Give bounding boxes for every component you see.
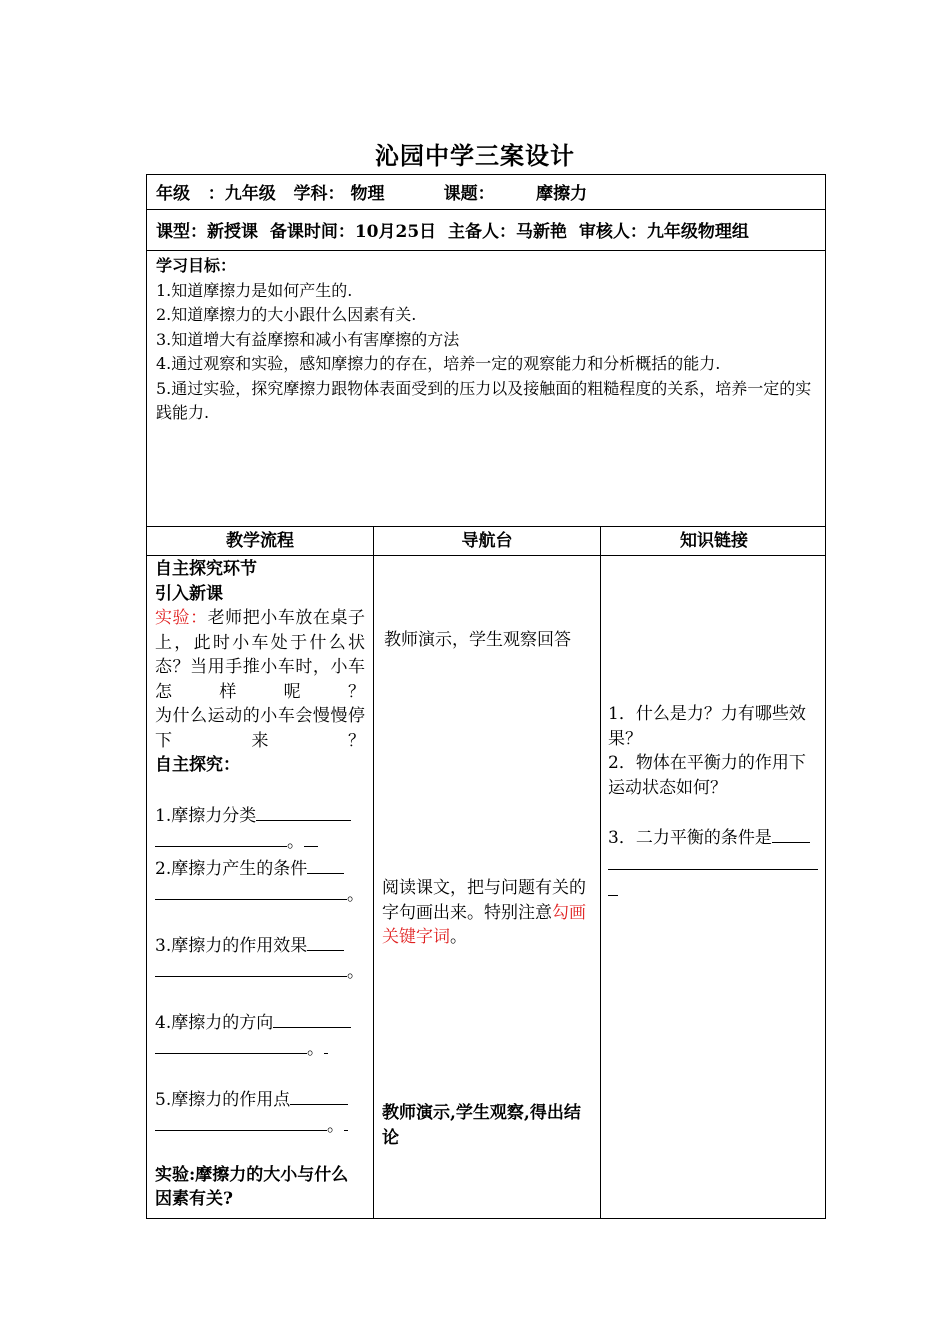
link-item-1: 1．什么是力？力有哪些效果？ bbox=[608, 704, 806, 749]
topic-label: 课题： bbox=[443, 184, 495, 204]
subject-label: 学科： bbox=[293, 184, 345, 204]
link-item-3-blank bbox=[608, 851, 820, 878]
question-5 bbox=[155, 1086, 365, 1113]
row-divider bbox=[147, 555, 825, 556]
link-item-3: 3．二力平衡的条件是 bbox=[608, 824, 820, 851]
nav-note-1: 教师演示，学生观察回答 bbox=[384, 630, 571, 650]
question-2 bbox=[155, 855, 365, 882]
question-1-blank: 。 bbox=[155, 828, 365, 855]
nav-note-3: 教师演示,学生观察,得出结论 bbox=[382, 1103, 581, 1148]
goal-item: 4.通过观察和实验，感知摩擦力的存在，培养一定的观察能力和分析概括的能力. bbox=[156, 354, 721, 373]
experiment-label: 实验： bbox=[155, 608, 208, 628]
experiment-1 bbox=[155, 606, 365, 704]
question-5-label: 5.摩擦力的作用点 bbox=[155, 1089, 291, 1110]
header-row-1 bbox=[156, 179, 587, 204]
question-3 bbox=[155, 932, 365, 959]
grade-label: 年级 bbox=[156, 184, 190, 204]
col-header-nav: 导航台 bbox=[461, 531, 513, 551]
flow-column bbox=[155, 557, 365, 1212]
col-header-links: 知识链接 bbox=[680, 531, 748, 551]
row-divider bbox=[147, 526, 825, 527]
link-item-3-blank-tail bbox=[608, 877, 820, 904]
row-divider bbox=[147, 250, 825, 251]
subject-value: 物理 bbox=[350, 184, 385, 204]
question-3-blank: 。 bbox=[155, 958, 365, 985]
goal-item: 2.知道摩擦力的大小跟什么因素有关. bbox=[156, 305, 417, 324]
question-4 bbox=[155, 1009, 365, 1036]
goal-item: 5.通过实验，探究摩擦力跟物体表面受到的压力以及接触面的粗糙程度的关系，培养一定的实践能力. bbox=[156, 378, 812, 422]
goal-item: 3.知道增大有益摩擦和减小有害摩擦的方法 bbox=[156, 329, 460, 349]
goals-heading: 学习目标： bbox=[156, 256, 237, 275]
question-1-label: 1.摩擦力分类 bbox=[155, 805, 257, 826]
highlight-keywords: 勾画关键字词 bbox=[382, 902, 586, 947]
grade-value: ：九年级 bbox=[207, 184, 276, 204]
header-row-2: 课型：新授课 备课时间：10月25日 主备人：马新艳 审核人：九年级物理组 bbox=[156, 222, 749, 242]
section-title: 自主探究环节 bbox=[155, 559, 257, 579]
lesson-table bbox=[146, 174, 826, 1219]
question-text: 为什么运动的小车会慢慢停下来？ bbox=[155, 706, 365, 751]
question-1 bbox=[155, 802, 365, 829]
question-3-label: 3.摩擦力的作用效果 bbox=[155, 935, 308, 956]
question-4-label: 4.摩擦力的方向 bbox=[155, 1012, 274, 1033]
topic-value: 摩擦力 bbox=[536, 184, 588, 204]
question-5-blank: 。 bbox=[155, 1112, 365, 1139]
column-divider bbox=[373, 527, 374, 1218]
learning-goals bbox=[156, 254, 820, 426]
page-title: 沁园中学三案设计 bbox=[375, 141, 575, 170]
column-divider bbox=[600, 527, 601, 1218]
question-2-label: 2.摩擦力产生的条件 bbox=[155, 858, 308, 879]
question-4-blank: 。 bbox=[155, 1035, 365, 1062]
intro-title: 引入新课 bbox=[155, 583, 223, 604]
experiment-2: 实验:摩擦力的大小与什么因素有关? bbox=[155, 1164, 349, 1209]
nav-note-2: 阅读课文，把与问题有关的字句画出来。特别注意勾画关键字词。 bbox=[382, 878, 586, 947]
question-2-blank: 。 bbox=[155, 881, 365, 908]
link-item-2: 2．物体在平衡力的作用下运动状态如何？ bbox=[608, 753, 806, 798]
links-column bbox=[608, 702, 820, 904]
row-divider bbox=[147, 209, 825, 210]
goal-item: 1.知道摩擦力是如何产生的. bbox=[156, 280, 353, 300]
col-header-flow: 教学流程 bbox=[226, 531, 294, 551]
explore-title: 自主探究： bbox=[155, 755, 240, 775]
experiment-text: 老师把小车放在桌子上，此时小车处于什么状态？当用手推小车时，小车怎样呢？ bbox=[155, 608, 366, 702]
